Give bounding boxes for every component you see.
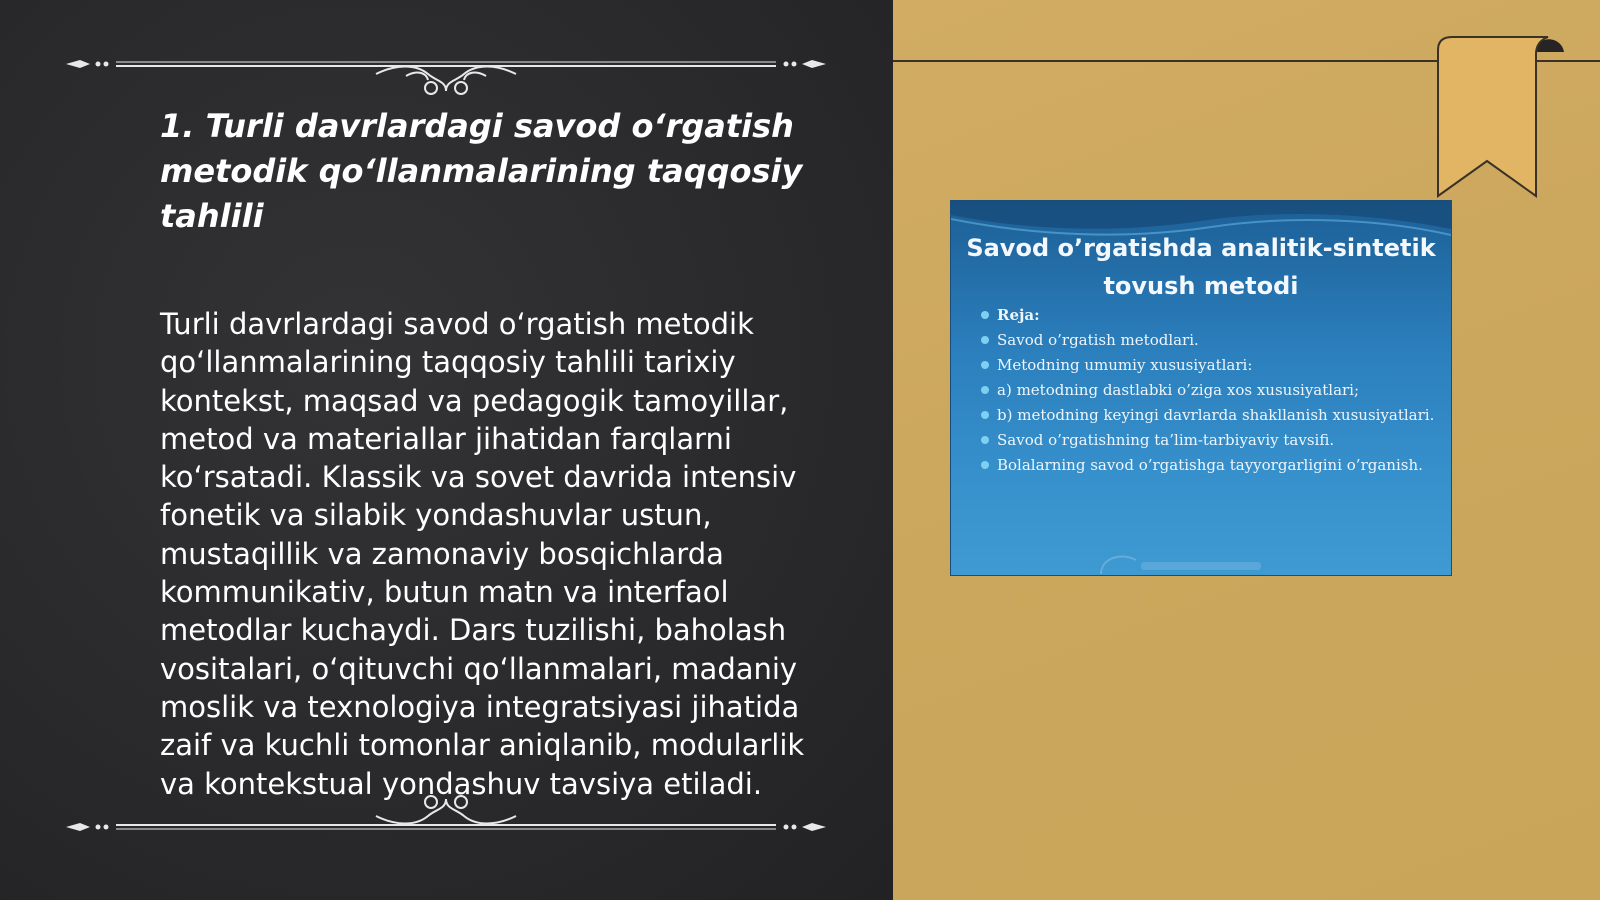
list-item: Bolalarning savod o’rgatishga tayyorgarligini o’rganish. bbox=[981, 455, 1436, 476]
embedded-slide-image bbox=[950, 200, 1452, 576]
bullet-dot-icon bbox=[981, 436, 989, 444]
bullet-dot-icon bbox=[981, 336, 989, 344]
bottom-ornament-divider-icon bbox=[66, 772, 826, 832]
bullet-dot-icon bbox=[981, 411, 989, 419]
bookmark-ribbon-icon bbox=[1436, 30, 1566, 202]
list-item: Savod o’rgatish metodlari. bbox=[981, 330, 1436, 351]
bullet-dot-icon bbox=[981, 311, 989, 319]
bullet-dot-icon bbox=[981, 461, 989, 469]
slide-body-text: Turli davrlardagi savod o‘rgatish metodik qo‘llanmalarining taqqosiy tahlili tarixiy kontekst, maqsad va pedagogik tamoyillar, metod va materiallar jihatidan farqlarni ko‘rsatadi. Klassik va sovet davrida intensiv fonetik va silabik yondashuvlar ustun, mustaqillik va zamonaviy bosqichlarda kommunikativ, butun matn va interfaol metodlar kuchaydi. Dars tuzilishi, baholash vositalari, o‘qituvchi qo‘llanmalari, madaniy moslik va texnologiya integratsiyasi jihatida zaif va kuchli tomonlar aniqlanib, modularlik va kontekstual yondashuv tavsiya etiladi. bbox=[160, 307, 805, 801]
list-item: Savod o’rgatishning ta’lim-tarbiyaviy tavsifi. bbox=[981, 430, 1436, 451]
bullet-dot-icon bbox=[981, 386, 989, 394]
top-ornament-divider-icon bbox=[66, 36, 826, 96]
list-item: b) metodning keyingi davrlarda shakllanish xususiyatlari. bbox=[981, 405, 1436, 426]
list-item: Reja: bbox=[981, 305, 1436, 326]
bullet-dot-icon bbox=[981, 361, 989, 369]
embedded-slide-list bbox=[981, 305, 1436, 480]
slide-title: 1. Turli davrlardagi savod o‘rgatish metodik qo‘llanmalarining taqqosiy tahlili bbox=[160, 107, 803, 235]
watermark-logo-icon bbox=[1081, 546, 1301, 576]
embedded-slide-title: Savod o’rgatishda analitik-sintetik tovush metodi bbox=[966, 234, 1436, 300]
list-item: Metodning umumiy xususiyatlari: bbox=[981, 355, 1436, 376]
list-item: a) metodning dastlabki o’ziga xos xususiyatlari; bbox=[981, 380, 1436, 401]
